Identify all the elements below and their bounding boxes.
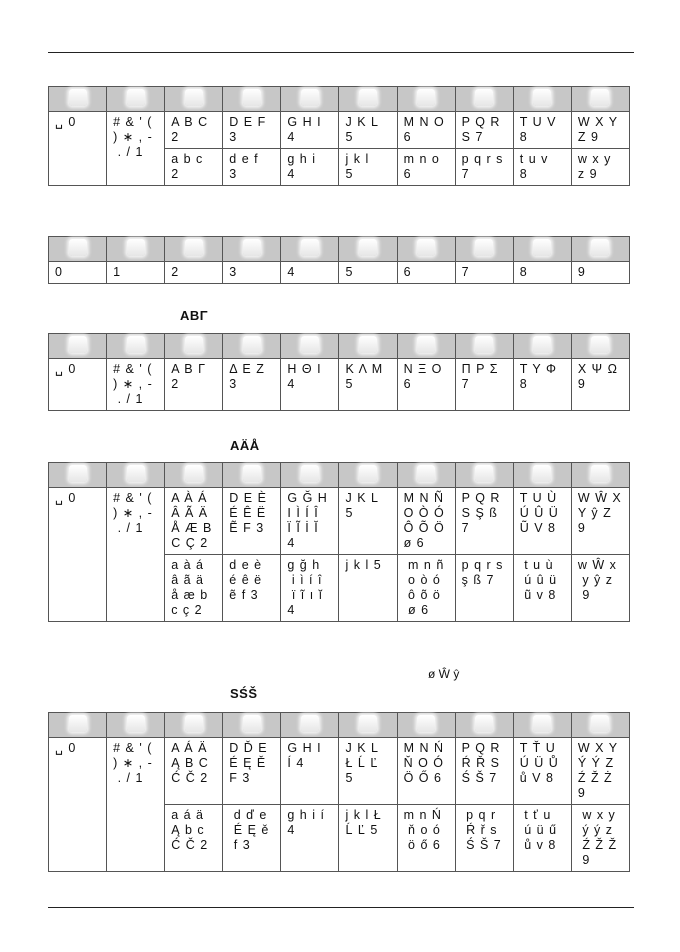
key-icon xyxy=(69,239,87,256)
key-characters-cell: A Á Ä Ą B C Ć Č 2 xyxy=(165,738,223,805)
key-characters-cell: p q r s 7 xyxy=(455,149,513,186)
key-header-cell xyxy=(339,87,397,112)
key-icon xyxy=(127,715,145,732)
key-characters-cell: 5 xyxy=(339,262,397,284)
key-icon xyxy=(533,239,551,256)
key-characters-cell: a á ä Ą b c Ć Č 2 xyxy=(165,805,223,872)
key-characters-cell: # & ' ( ) ∗ , - . / 1 xyxy=(107,738,165,872)
key-header-cell xyxy=(397,237,455,262)
key-header-cell xyxy=(513,334,571,359)
key-icon xyxy=(475,89,493,106)
key-icon xyxy=(591,336,609,353)
key-header-cell xyxy=(223,237,281,262)
key-characters-cell: g ğ h i ì í î ï ĩ ı ĭ 4 xyxy=(281,555,339,622)
key-characters-cell: 6 xyxy=(397,262,455,284)
key-characters-cell: t ť u ú ü ű ů v 8 xyxy=(513,805,571,872)
key-characters-cell: Π Ρ Σ 7 xyxy=(455,359,513,411)
table-row xyxy=(49,262,630,284)
key-header-cell xyxy=(281,334,339,359)
key-header-cell xyxy=(397,713,455,738)
key-header-cell xyxy=(397,334,455,359)
key-icon xyxy=(417,239,435,256)
central-european-key-table xyxy=(48,712,630,872)
key-icon xyxy=(185,89,203,106)
key-icon xyxy=(475,239,493,256)
key-header-row xyxy=(49,334,630,359)
key-characters-cell: T U V 8 xyxy=(513,112,571,149)
key-characters-cell: m n o 6 xyxy=(397,149,455,186)
key-icon xyxy=(417,89,435,106)
key-characters-cell: W X Y Ý Ý Z Ź Ž Ż 9 xyxy=(571,738,629,805)
key-icon xyxy=(591,239,609,256)
key-characters-cell: 4 xyxy=(281,262,339,284)
key-header-cell xyxy=(455,713,513,738)
key-header-cell xyxy=(571,334,629,359)
key-icon xyxy=(475,465,493,482)
key-header-cell xyxy=(281,87,339,112)
key-header-cell xyxy=(281,463,339,488)
key-header-cell xyxy=(455,237,513,262)
key-icon xyxy=(301,715,319,732)
key-characters-cell: Δ Ε Ζ 3 xyxy=(223,359,281,411)
key-characters-cell: D Ď E É Ę Ě F 3 xyxy=(223,738,281,805)
special-letters-note: ø Ŵ ŷ xyxy=(428,667,460,681)
key-header-row xyxy=(49,237,630,262)
key-characters-cell: w x y z 9 xyxy=(571,149,629,186)
key-icon xyxy=(69,465,87,482)
key-icon xyxy=(591,89,609,106)
key-icon xyxy=(127,89,145,106)
key-characters-cell: 2 xyxy=(165,262,223,284)
key-header-cell xyxy=(281,237,339,262)
key-header-cell xyxy=(397,87,455,112)
key-characters-cell: T U Ù Ú Û Ü Ũ V 8 xyxy=(513,488,571,555)
key-header-row xyxy=(49,713,630,738)
key-icon xyxy=(301,465,319,482)
key-header-cell xyxy=(223,463,281,488)
greek-key-table xyxy=(48,333,630,411)
table-row xyxy=(49,738,630,805)
key-header-cell xyxy=(165,334,223,359)
key-characters-cell: Α Β Γ 2 xyxy=(165,359,223,411)
key-icon xyxy=(185,239,203,256)
key-header-row xyxy=(49,87,630,112)
key-icon xyxy=(301,239,319,256)
key-icon xyxy=(127,465,145,482)
key-header-cell xyxy=(397,463,455,488)
key-header-cell xyxy=(49,463,107,488)
key-header-cell xyxy=(339,463,397,488)
key-characters-cell: M N Ń Ň O Ó Ö Ő 6 xyxy=(397,738,455,805)
key-header-cell xyxy=(455,334,513,359)
key-characters-cell: m n Ń ň o ó ö ő 6 xyxy=(397,805,455,872)
key-header-cell xyxy=(281,713,339,738)
key-icon xyxy=(185,715,203,732)
key-header-cell xyxy=(165,713,223,738)
key-characters-cell: G H I Í 4 xyxy=(281,738,339,805)
key-header-cell xyxy=(223,713,281,738)
greek-caption: ΑΒΓ xyxy=(180,308,209,323)
key-characters-cell: m n ñ o ò ó ô õ ö ø 6 xyxy=(397,555,455,622)
key-icon xyxy=(475,715,493,732)
key-characters-cell: Η Θ Ι 4 xyxy=(281,359,339,411)
table-row xyxy=(49,359,630,411)
key-characters-cell: 7 xyxy=(455,262,513,284)
key-characters-cell: d e f 3 xyxy=(223,149,281,186)
key-icon xyxy=(301,89,319,106)
key-characters-cell: # & ' ( ) ∗ , - . / 1 xyxy=(107,488,165,622)
key-header-cell xyxy=(49,334,107,359)
key-characters-cell: A B C 2 xyxy=(165,112,223,149)
key-icon xyxy=(359,465,377,482)
key-icon xyxy=(359,715,377,732)
key-characters-cell: J K L 5 xyxy=(339,112,397,149)
key-icon xyxy=(185,465,203,482)
numeric-key-table xyxy=(48,236,630,284)
key-characters-cell: 8 xyxy=(513,262,571,284)
top-rule xyxy=(48,52,634,53)
key-header-cell xyxy=(165,87,223,112)
key-header-cell xyxy=(165,463,223,488)
key-header-cell xyxy=(107,463,165,488)
key-icon xyxy=(69,715,87,732)
key-characters-cell: # & ' ( ) ∗ , - . / 1 xyxy=(107,112,165,186)
key-characters-cell: G Ğ H I Ì Í Î Ï Ĩ İ Ĭ 4 xyxy=(281,488,339,555)
key-header-cell xyxy=(49,237,107,262)
key-characters-cell: W Ŵ X Y ŷ Z 9 xyxy=(571,488,629,555)
key-header-cell xyxy=(49,87,107,112)
key-icon xyxy=(475,336,493,353)
key-header-cell xyxy=(223,334,281,359)
key-characters-cell: P Q R S Ş ß 7 xyxy=(455,488,513,555)
key-characters-cell: t u v 8 xyxy=(513,149,571,186)
key-header-cell xyxy=(455,87,513,112)
key-characters-cell: a à á â ã ä å æ b c ç 2 xyxy=(165,555,223,622)
key-header-cell xyxy=(513,713,571,738)
central-caption: SŚŠ xyxy=(230,686,258,701)
key-characters-cell: W X Y Z 9 xyxy=(571,112,629,149)
key-characters-cell: g h i 4 xyxy=(281,149,339,186)
key-icon xyxy=(591,715,609,732)
key-characters-cell: d e è é ê ë ẽ f 3 xyxy=(223,555,281,622)
key-characters-cell: p q r Ŕ ř s Ś Š 7 xyxy=(455,805,513,872)
key-icon xyxy=(359,89,377,106)
key-header-cell xyxy=(571,463,629,488)
key-header-cell xyxy=(571,237,629,262)
key-header-cell xyxy=(107,713,165,738)
key-characters-cell: ␣ 0 xyxy=(49,359,107,411)
key-characters-cell: M N Ñ O Ò Ó Ô Õ Ö ø 6 xyxy=(397,488,455,555)
key-icon xyxy=(417,715,435,732)
key-characters-cell: M N O 6 xyxy=(397,112,455,149)
key-header-cell xyxy=(223,87,281,112)
key-icon xyxy=(127,239,145,256)
key-header-cell xyxy=(513,237,571,262)
latin-basic-key-table xyxy=(48,86,630,186)
key-icon xyxy=(359,336,377,353)
latin-extended-key-table xyxy=(48,462,630,622)
key-characters-cell: D E È É Ê Ë Ẽ F 3 xyxy=(223,488,281,555)
key-characters-cell: ␣ 0 xyxy=(49,112,107,186)
key-characters-cell: t u ù ú û ü ũ v 8 xyxy=(513,555,571,622)
key-header-cell xyxy=(513,463,571,488)
table-row xyxy=(49,488,630,555)
key-characters-cell: j k l 5 xyxy=(339,149,397,186)
key-characters-cell: 1 xyxy=(107,262,165,284)
key-icon xyxy=(243,89,261,106)
key-icon xyxy=(243,465,261,482)
key-characters-cell: 0 xyxy=(49,262,107,284)
key-characters-cell: P Q R S 7 xyxy=(455,112,513,149)
key-icon xyxy=(591,465,609,482)
key-icon xyxy=(359,239,377,256)
key-characters-cell: ␣ 0 xyxy=(49,738,107,872)
key-header-cell xyxy=(571,87,629,112)
key-icon xyxy=(185,336,203,353)
key-header-cell xyxy=(571,713,629,738)
key-characters-cell: P Q R Ŕ Ř S Ś Š 7 xyxy=(455,738,513,805)
key-characters-cell: j k l Ł Ĺ Ľ 5 xyxy=(339,805,397,872)
key-characters-cell: J K L 5 xyxy=(339,488,397,555)
key-characters-cell: Χ Ψ Ω 9 xyxy=(571,359,629,411)
key-icon xyxy=(533,465,551,482)
key-icon xyxy=(301,336,319,353)
key-icon xyxy=(69,89,87,106)
key-characters-cell: a b c 2 xyxy=(165,149,223,186)
key-header-cell xyxy=(339,713,397,738)
key-icon xyxy=(417,465,435,482)
latin-caption: AÄÅ xyxy=(230,438,260,453)
key-characters-cell: G H I 4 xyxy=(281,112,339,149)
key-characters-cell: 3 xyxy=(223,262,281,284)
key-icon xyxy=(417,336,435,353)
key-header-cell xyxy=(165,237,223,262)
key-icon xyxy=(533,336,551,353)
key-header-cell xyxy=(513,87,571,112)
key-header-cell xyxy=(455,463,513,488)
bottom-rule xyxy=(48,907,634,908)
key-icon xyxy=(243,336,261,353)
key-icon xyxy=(533,715,551,732)
key-characters-cell: j k l 5 xyxy=(339,555,397,622)
key-header-cell xyxy=(339,334,397,359)
key-characters-cell: J K L Ł Ĺ Ľ 5 xyxy=(339,738,397,805)
key-icon xyxy=(69,336,87,353)
key-characters-cell: Κ Λ Μ 5 xyxy=(339,359,397,411)
key-characters-cell: w Ŵ x y ŷ z 9 xyxy=(571,555,629,622)
key-characters-cell: D E F 3 xyxy=(223,112,281,149)
key-characters-cell: g h i í 4 xyxy=(281,805,339,872)
key-characters-cell: A À Á Â Ã Ä Å Æ B C Ç 2 xyxy=(165,488,223,555)
key-characters-cell: Τ Υ Φ 8 xyxy=(513,359,571,411)
key-characters-cell: # & ' ( ) ∗ , - . / 1 xyxy=(107,359,165,411)
key-characters-cell: T Ť U Ú Ü Ů ů V 8 xyxy=(513,738,571,805)
key-characters-cell: Ν Ξ Ο 6 xyxy=(397,359,455,411)
key-icon xyxy=(243,239,261,256)
key-icon xyxy=(533,89,551,106)
key-characters-cell: ␣ 0 xyxy=(49,488,107,622)
key-characters-cell: 9 xyxy=(571,262,629,284)
key-characters-cell: p q r s ş ß 7 xyxy=(455,555,513,622)
key-header-row xyxy=(49,463,630,488)
key-characters-cell: w x y ý ý z Ź Ž Ž 9 xyxy=(571,805,629,872)
table-row xyxy=(49,112,630,149)
key-header-cell xyxy=(107,334,165,359)
key-icon xyxy=(127,336,145,353)
key-header-cell xyxy=(339,237,397,262)
key-header-cell xyxy=(49,713,107,738)
key-characters-cell: d ď e É Ę ě f 3 xyxy=(223,805,281,872)
key-header-cell xyxy=(107,87,165,112)
key-header-cell xyxy=(107,237,165,262)
key-icon xyxy=(243,715,261,732)
